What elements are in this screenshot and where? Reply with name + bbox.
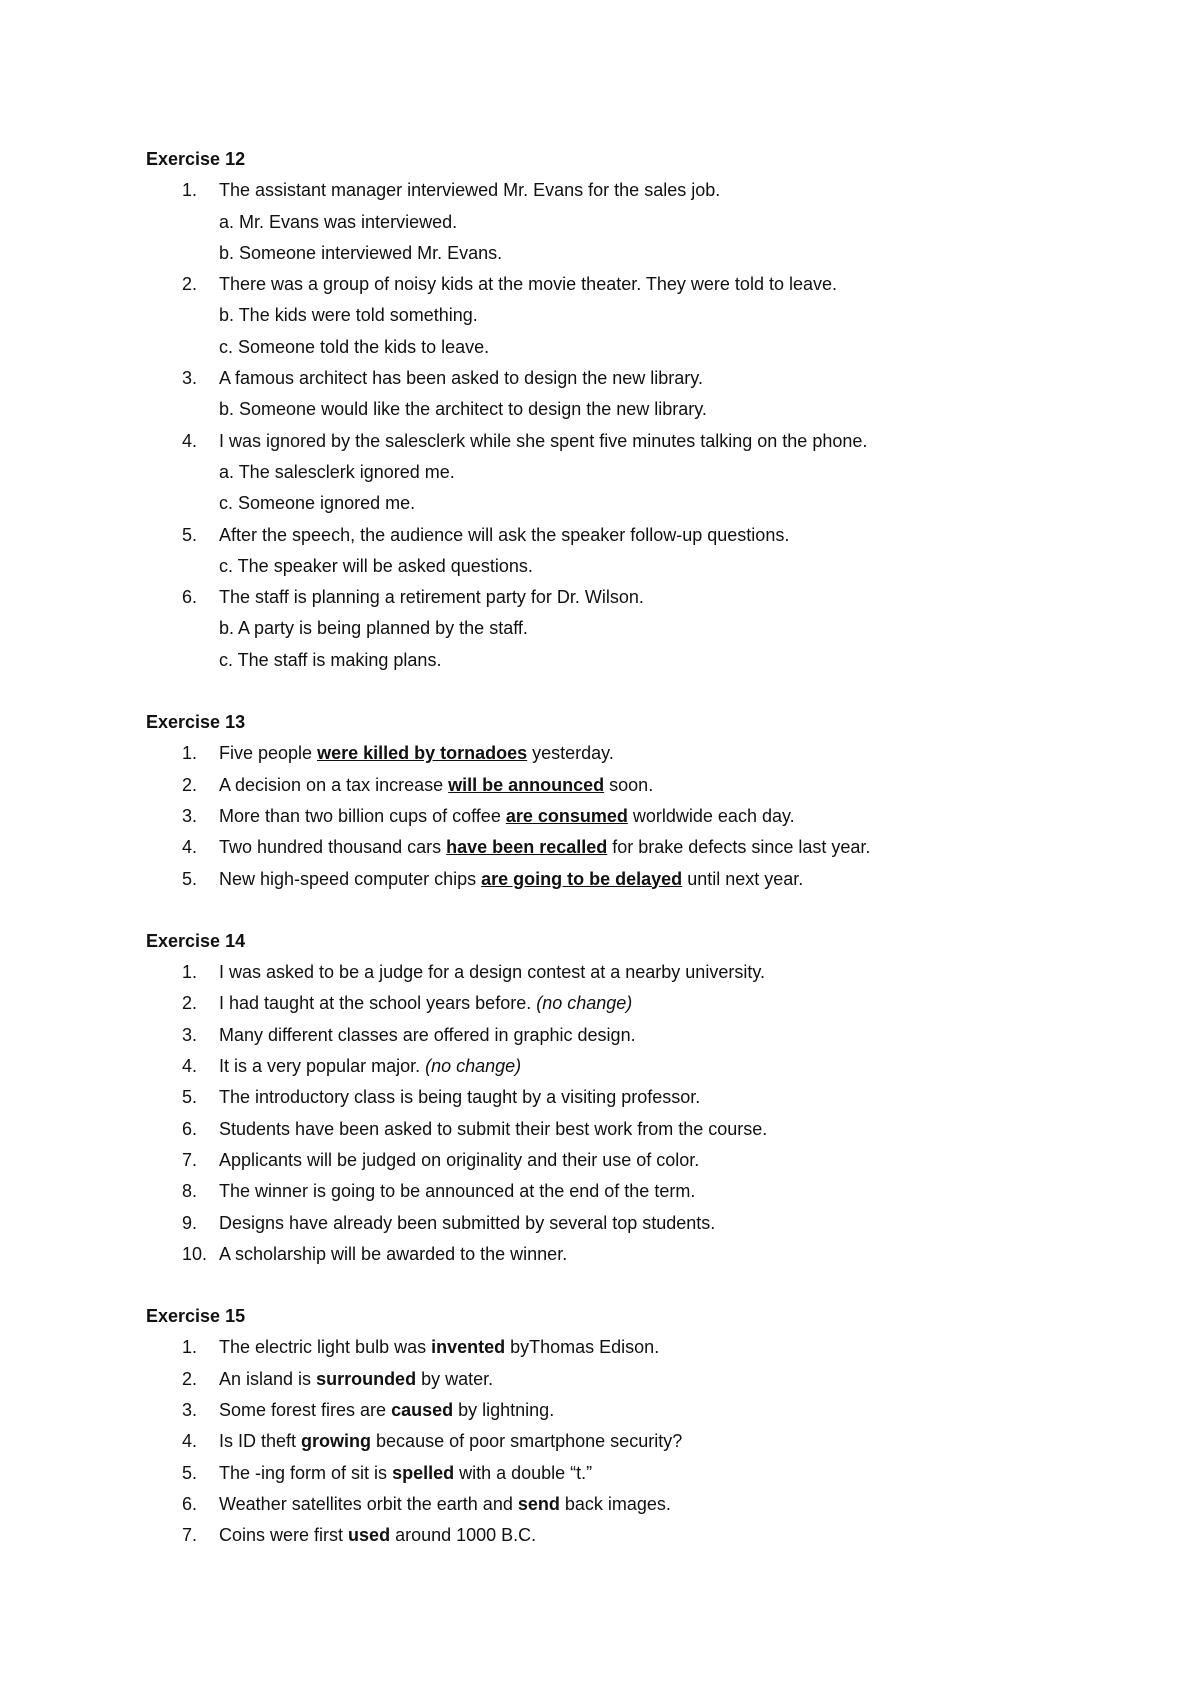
list-item <box>146 1489 1126 1520</box>
list-item <box>146 738 1126 769</box>
list-item <box>146 175 1126 206</box>
text-after: by lightning. <box>453 1399 555 1420</box>
text-before: An island is <box>219 1368 317 1389</box>
text-after: by water. <box>416 1368 494 1389</box>
item-text: Applicants will be judged on originality and their use of color. <box>219 1149 700 1170</box>
item-text: Students have been asked to submit their best work from the course. <box>219 1118 768 1139</box>
item-text: The assistant manager interviewed Mr. Evans for the sales job. <box>219 180 721 201</box>
item-number: 7. <box>182 1149 198 1170</box>
verb-bold: spelled <box>392 1462 455 1483</box>
text-before: Some forest fires are <box>219 1399 392 1420</box>
answer-option: c. The speaker will be asked questions. <box>219 555 533 576</box>
item-number: 6. <box>182 1493 198 1514</box>
list-item <box>146 864 1126 895</box>
verb-bold: caused <box>391 1399 454 1420</box>
exercise-title: Exercise 13 <box>146 712 246 733</box>
text-after: back images. <box>559 1493 671 1514</box>
answer-option: b. Someone would like the architect to design the new library. <box>219 399 707 420</box>
item-text: After the speech, the audience will ask the speaker follow-up questions. <box>219 524 790 545</box>
item-text <box>219 1332 659 1363</box>
verb-bold: used <box>348 1525 391 1546</box>
item-number: 2. <box>182 1368 198 1389</box>
item-text <box>219 801 795 832</box>
exercise-12 <box>146 144 1126 676</box>
text-after: for brake defects since last year. <box>607 837 871 858</box>
item-text: Many different classes are offered in graphic design. <box>219 1024 636 1045</box>
sentence: I had taught at the school years before. <box>219 993 537 1014</box>
item-text <box>219 1520 536 1551</box>
item-number: 5. <box>182 524 198 545</box>
list-item <box>146 1082 1126 1113</box>
text-before: New high-speed computer chips <box>219 868 482 889</box>
passive-verb-underlined: are going to be delayed <box>481 868 683 889</box>
item-text <box>219 770 653 801</box>
text-after: until next year. <box>682 868 804 889</box>
answer-option: b. A party is being planned by the staff. <box>219 618 528 639</box>
item-number: 2. <box>182 993 198 1014</box>
list-item <box>146 520 1126 551</box>
item-text: The introductory class is being taught by a visiting professor. <box>219 1087 701 1108</box>
list-item <box>146 832 1126 863</box>
exercise-title: Exercise 14 <box>146 930 246 951</box>
list-item <box>146 1145 1126 1176</box>
exercise-14 <box>146 926 1126 1270</box>
item-number: 1. <box>182 180 198 201</box>
item-number: 5. <box>182 1462 198 1483</box>
item-text <box>219 988 632 1019</box>
text-after: byThomas Edison. <box>505 1337 660 1358</box>
list-item <box>146 1426 1126 1457</box>
text-after: yesterday. <box>527 743 614 764</box>
item-text <box>219 1426 682 1457</box>
text-after: soon. <box>604 774 654 795</box>
answer-option: b. The kids were told something. <box>219 305 478 326</box>
text-before: A decision on a tax increase <box>219 774 449 795</box>
text-before: Is ID theft <box>219 1431 302 1452</box>
exercise-title: Exercise 12 <box>146 149 246 169</box>
list-item <box>146 1176 1126 1207</box>
item-number: 3. <box>182 1399 198 1420</box>
item-number: 4. <box>182 1431 198 1452</box>
answer-option: a. Mr. Evans was interviewed. <box>219 211 458 232</box>
list-item <box>146 801 1126 832</box>
list-item <box>146 363 1126 394</box>
item-text <box>219 832 870 863</box>
item-text <box>219 1458 592 1489</box>
answer-option: a. The salesclerk ignored me. <box>219 461 455 482</box>
item-number: 9. <box>182 1212 198 1233</box>
item-text <box>219 738 614 769</box>
item-text: The winner is going to be announced at the end of the term. <box>219 1181 696 1202</box>
text-before: Weather satellites orbit the earth and <box>219 1493 518 1514</box>
text-before: Five people <box>219 743 318 764</box>
answer-option: c. Someone ignored me. <box>219 493 416 514</box>
item-number: 2. <box>182 774 198 795</box>
item-text <box>219 1395 554 1426</box>
item-text: A scholarship will be awarded to the winner. <box>219 1243 568 1264</box>
item-number: 3. <box>182 1024 198 1045</box>
item-number: 3. <box>182 805 198 826</box>
item-text: The staff is planning a retirement party for Dr. Wilson. <box>219 587 644 608</box>
item-number: 1. <box>182 962 198 983</box>
list-item <box>146 1364 1126 1395</box>
item-text: There was a group of noisy kids at the movie theater. They were told to leave. <box>219 274 838 295</box>
item-text <box>219 1364 493 1395</box>
passive-verb-underlined: are consumed <box>505 805 628 826</box>
exercise-13 <box>146 707 1126 895</box>
item-number: 5. <box>182 868 198 889</box>
text-before: Coins were first <box>219 1525 349 1546</box>
list-item <box>146 1020 1126 1051</box>
text-before: More than two billion cups of coffee <box>219 805 506 826</box>
text-before: Two hundred thousand cars <box>219 837 447 858</box>
passive-verb-underlined: have been recalled <box>446 837 608 858</box>
list-item <box>146 1051 1126 1082</box>
list-item <box>146 1458 1126 1489</box>
item-number: 4. <box>182 837 198 858</box>
list-item <box>146 1208 1126 1239</box>
list-item <box>146 1332 1126 1363</box>
list-item <box>146 1239 1126 1270</box>
list-item <box>146 1114 1126 1145</box>
item-text: I was asked to be a judge for a design contest at a nearby university. <box>219 962 765 983</box>
item-number: 6. <box>182 1118 198 1139</box>
item-number: 3. <box>182 368 198 389</box>
item-number: 4. <box>182 1056 198 1077</box>
answer-option: c. Someone told the kids to leave. <box>219 336 490 357</box>
list-item <box>146 1520 1126 1551</box>
text-before: The -ing form of sit is <box>219 1462 393 1483</box>
exercise-15 <box>146 1301 1126 1551</box>
item-text <box>219 864 803 895</box>
no-change-note: (no change) <box>425 1056 522 1077</box>
verb-bold: growing <box>301 1431 372 1452</box>
list-item <box>146 988 1126 1019</box>
item-text <box>219 1489 671 1520</box>
sentence: It is a very popular major. <box>219 1056 426 1077</box>
document-page <box>146 144 1126 1582</box>
item-text: Designs have already been submitted by several top students. <box>219 1212 716 1233</box>
answer-option: c. The staff is making plans. <box>219 649 442 670</box>
item-number: 2. <box>182 274 198 295</box>
list-item <box>146 957 1126 988</box>
passive-verb-underlined: will be announced <box>448 774 605 795</box>
item-number: 1. <box>182 1337 198 1358</box>
text-after: worldwide each day. <box>627 805 795 826</box>
item-number: 5. <box>182 1087 198 1108</box>
verb-bold: send <box>517 1493 560 1514</box>
item-number: 1. <box>182 743 198 764</box>
text-before: The electric light bulb was <box>219 1337 432 1358</box>
text-after: around 1000 B.C. <box>390 1525 537 1546</box>
list-item <box>146 582 1126 613</box>
item-number: 7. <box>182 1525 198 1546</box>
text-after: because of poor smartphone security? <box>371 1431 683 1452</box>
list-item <box>146 1395 1126 1426</box>
item-text <box>219 1051 521 1082</box>
exercise-title: Exercise 15 <box>146 1306 246 1327</box>
verb-bold: surrounded <box>316 1368 417 1389</box>
item-text: I was ignored by the salesclerk while she spent five minutes talking on the phone. <box>219 430 868 451</box>
list-item <box>146 269 1126 300</box>
item-number: 6. <box>182 587 198 608</box>
no-change-note: (no change) <box>536 993 633 1014</box>
verb-bold: invented <box>431 1337 506 1358</box>
item-number: 8. <box>182 1181 198 1202</box>
passive-verb-underlined: were killed by tornadoes <box>317 743 528 764</box>
list-item <box>146 426 1126 457</box>
item-number: 4. <box>182 430 198 451</box>
item-text: A famous architect has been asked to design the new library. <box>219 368 703 389</box>
list-item <box>146 770 1126 801</box>
text-after: with a double “t.” <box>454 1462 593 1483</box>
item-number: 10. <box>182 1243 208 1264</box>
answer-option: b. Someone interviewed Mr. Evans. <box>219 242 503 263</box>
